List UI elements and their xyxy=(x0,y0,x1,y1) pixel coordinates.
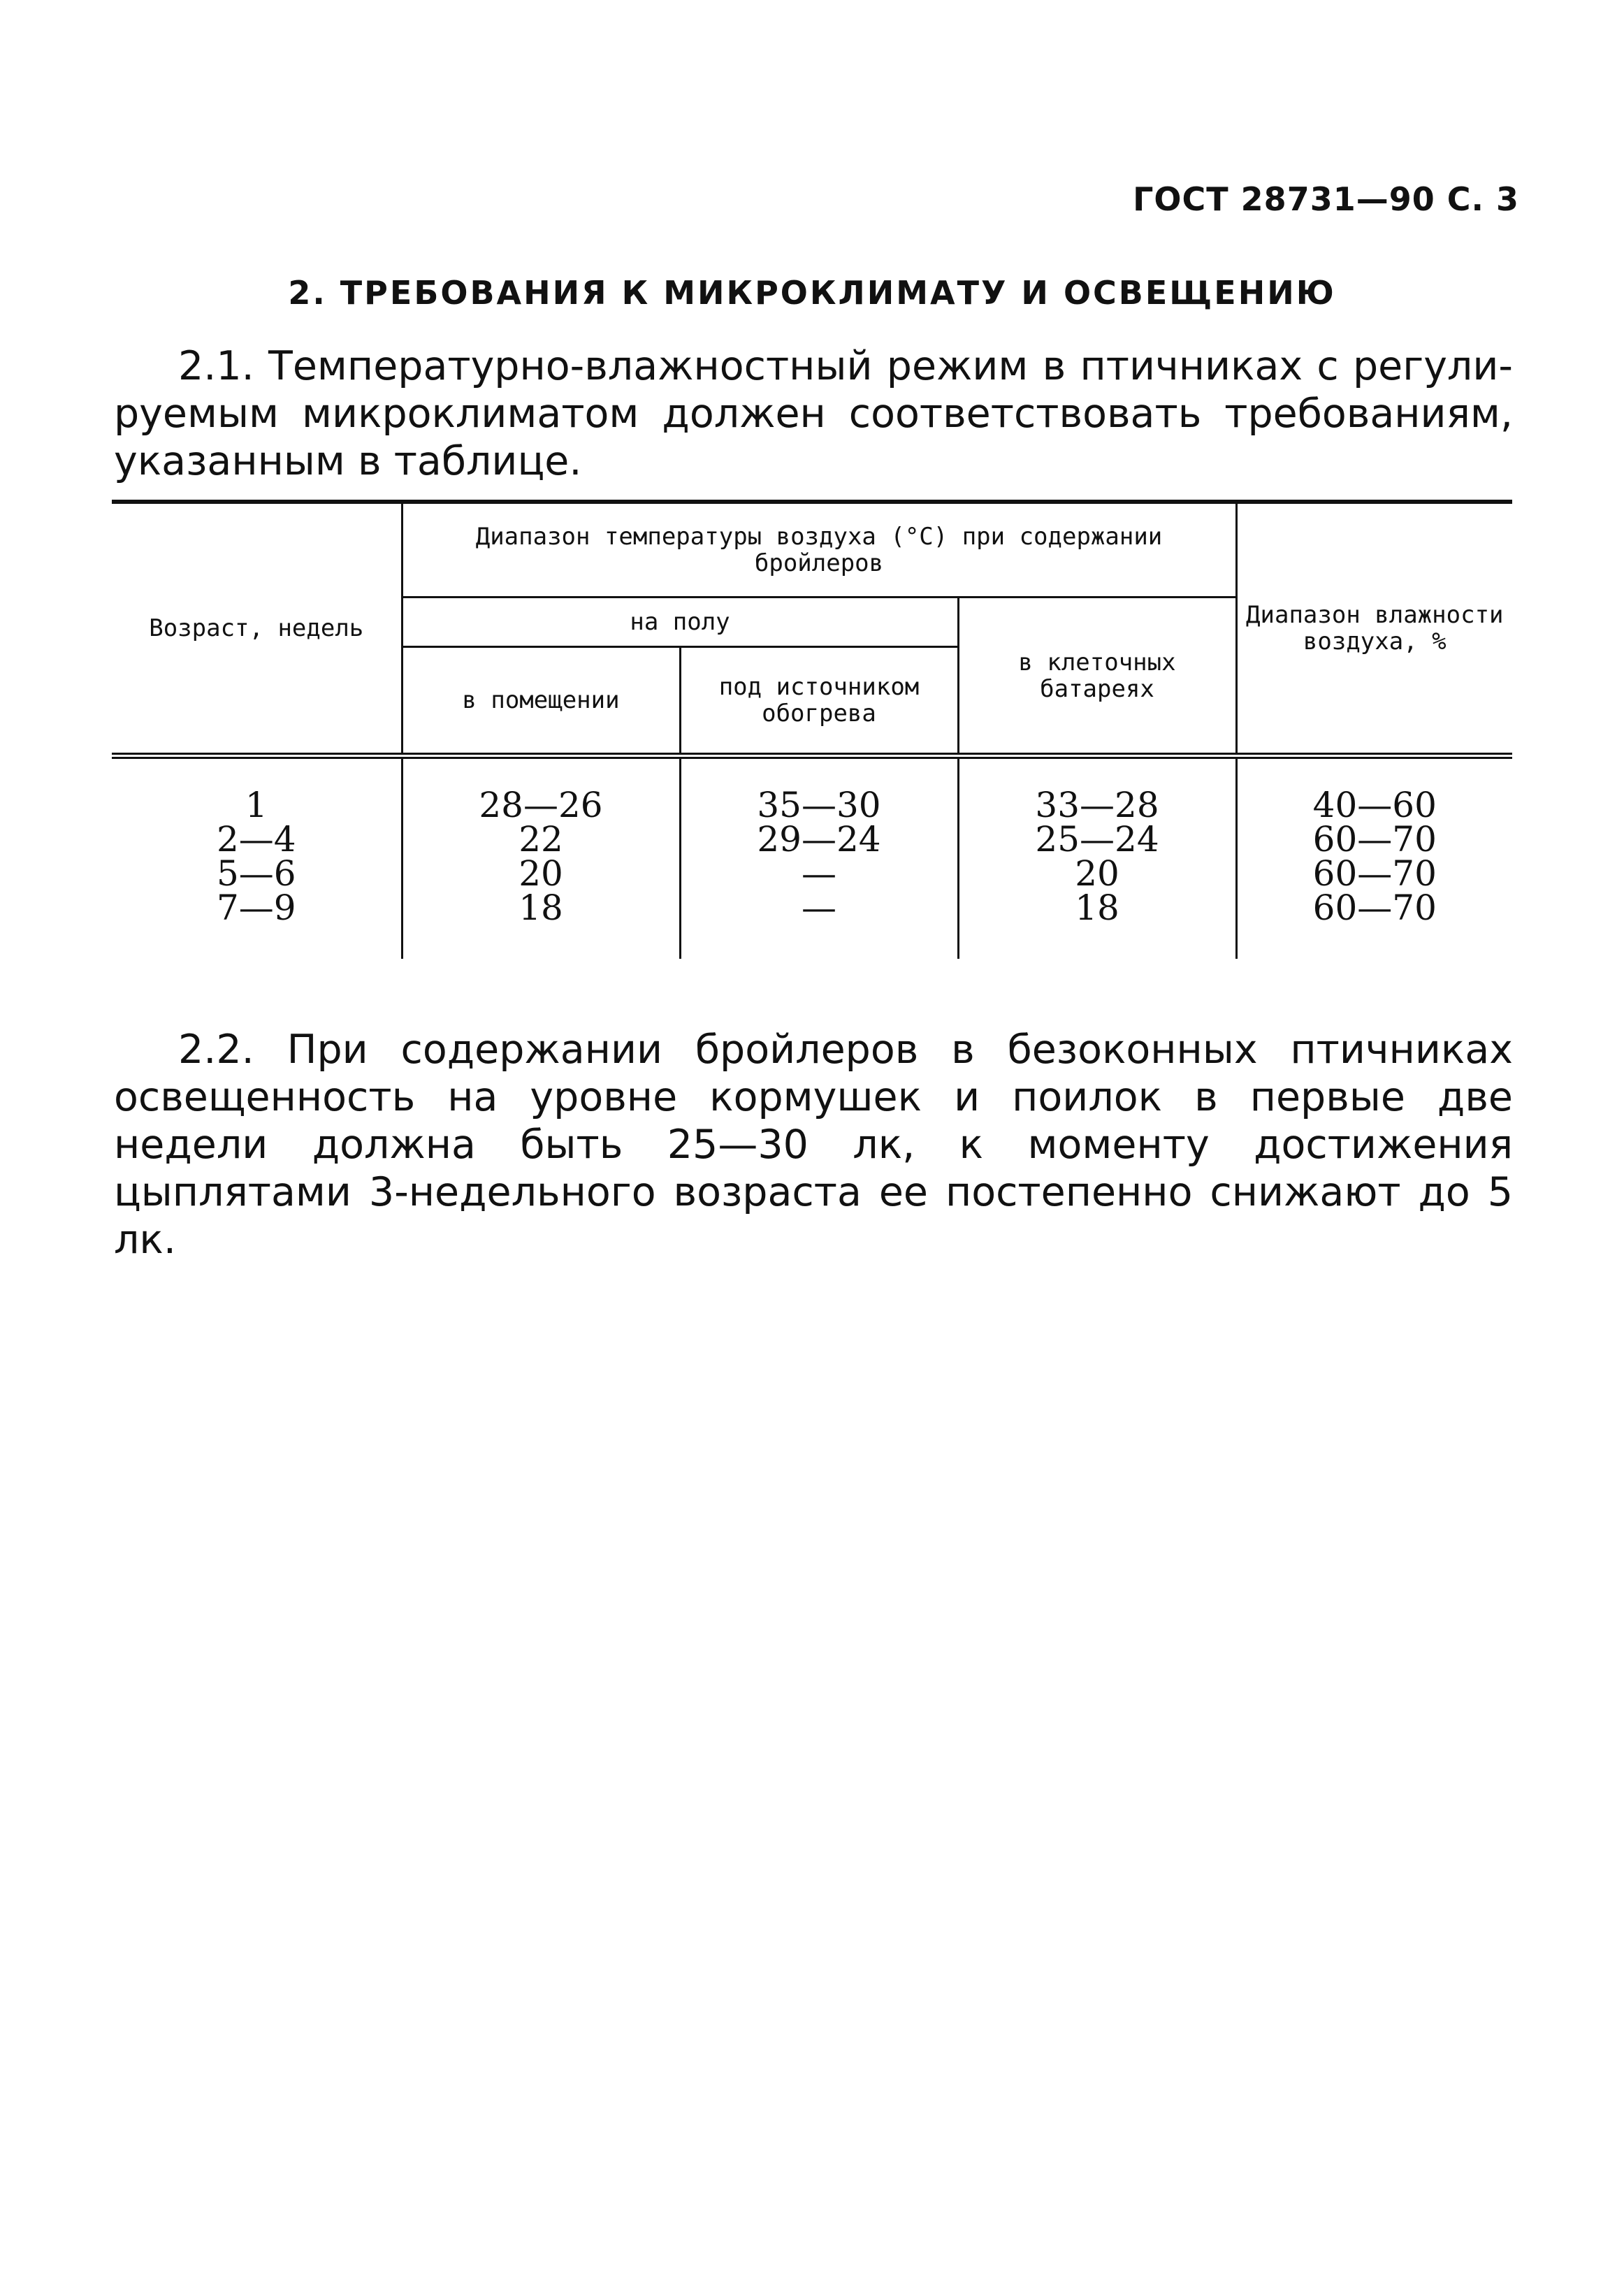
table-row xyxy=(112,756,1512,823)
cell-in-cages: 25—24 xyxy=(958,823,1236,857)
cell-in-cages: 33—28 xyxy=(958,756,1236,823)
cell-humidity: 60—70 xyxy=(1312,819,1437,860)
header-humidity: Диапазон влажности воздуха, % xyxy=(1236,502,1512,756)
paragraph-2-2: 2.2. При содержании бройлеров в безоконных птичниках освещенность на уровне кормушек и поилок в первые две недели должна быть 25—30 лк, к моменту достижения цыплятами 3-недельного возраста ее постепенно снижают до 5 лк. xyxy=(114,1027,1513,1263)
cell-age: 5—6 xyxy=(112,857,402,891)
cell-age: 2—4 xyxy=(112,823,402,857)
cell-humidity: 60—70 xyxy=(1312,888,1437,928)
page-header: ГОСТ 28731—90 С. 3 xyxy=(1133,180,1519,218)
cell-under-heater: 35—30 xyxy=(680,756,958,823)
cell-under-heater: 29—24 xyxy=(680,823,958,857)
cell-humidity: 60—70 xyxy=(1312,853,1437,894)
table-row xyxy=(112,823,1512,857)
header-temp-range: Диапазон температуры воздуха (°С) при содержании бройлеров xyxy=(402,502,1236,598)
table-row xyxy=(112,857,1512,891)
cell-in-room: 18 xyxy=(402,891,680,959)
cell-in-room: 20 xyxy=(402,857,680,891)
table-row xyxy=(112,891,1512,959)
header-under-heater: под источником обогрева xyxy=(680,647,958,756)
microclimate-table xyxy=(112,500,1512,959)
cell-under-heater: — xyxy=(680,857,958,891)
paragraph-2-1: 2.1. Температурно-влажностный режим в птичниках с регулируемым микроклиматом должен соответствовать требованиям, указанным в таблице. xyxy=(114,343,1513,484)
section-title: 2. ТРЕБОВАНИЯ К МИКРОКЛИМАТУ И ОСВЕЩЕНИЮ xyxy=(288,274,1336,312)
header-age: Возраст, недель xyxy=(112,502,402,756)
cell-age: 7—9 xyxy=(112,891,402,959)
header-row-1 xyxy=(112,502,1512,598)
header-on-floor: на полу xyxy=(402,598,958,647)
cell-age: 1 xyxy=(112,756,402,823)
header-in-cages: в клеточных батареях xyxy=(958,598,1236,756)
cell-in-room: 28—26 xyxy=(402,756,680,823)
cell-in-room: 22 xyxy=(402,823,680,857)
cell-under-heater: — xyxy=(680,891,958,959)
header-in-room: в помещении xyxy=(402,647,680,756)
cell-humidity: 40—60 xyxy=(1312,785,1437,825)
cell-in-cages: 20 xyxy=(958,857,1236,891)
cell-in-cages: 18 xyxy=(958,891,1236,959)
